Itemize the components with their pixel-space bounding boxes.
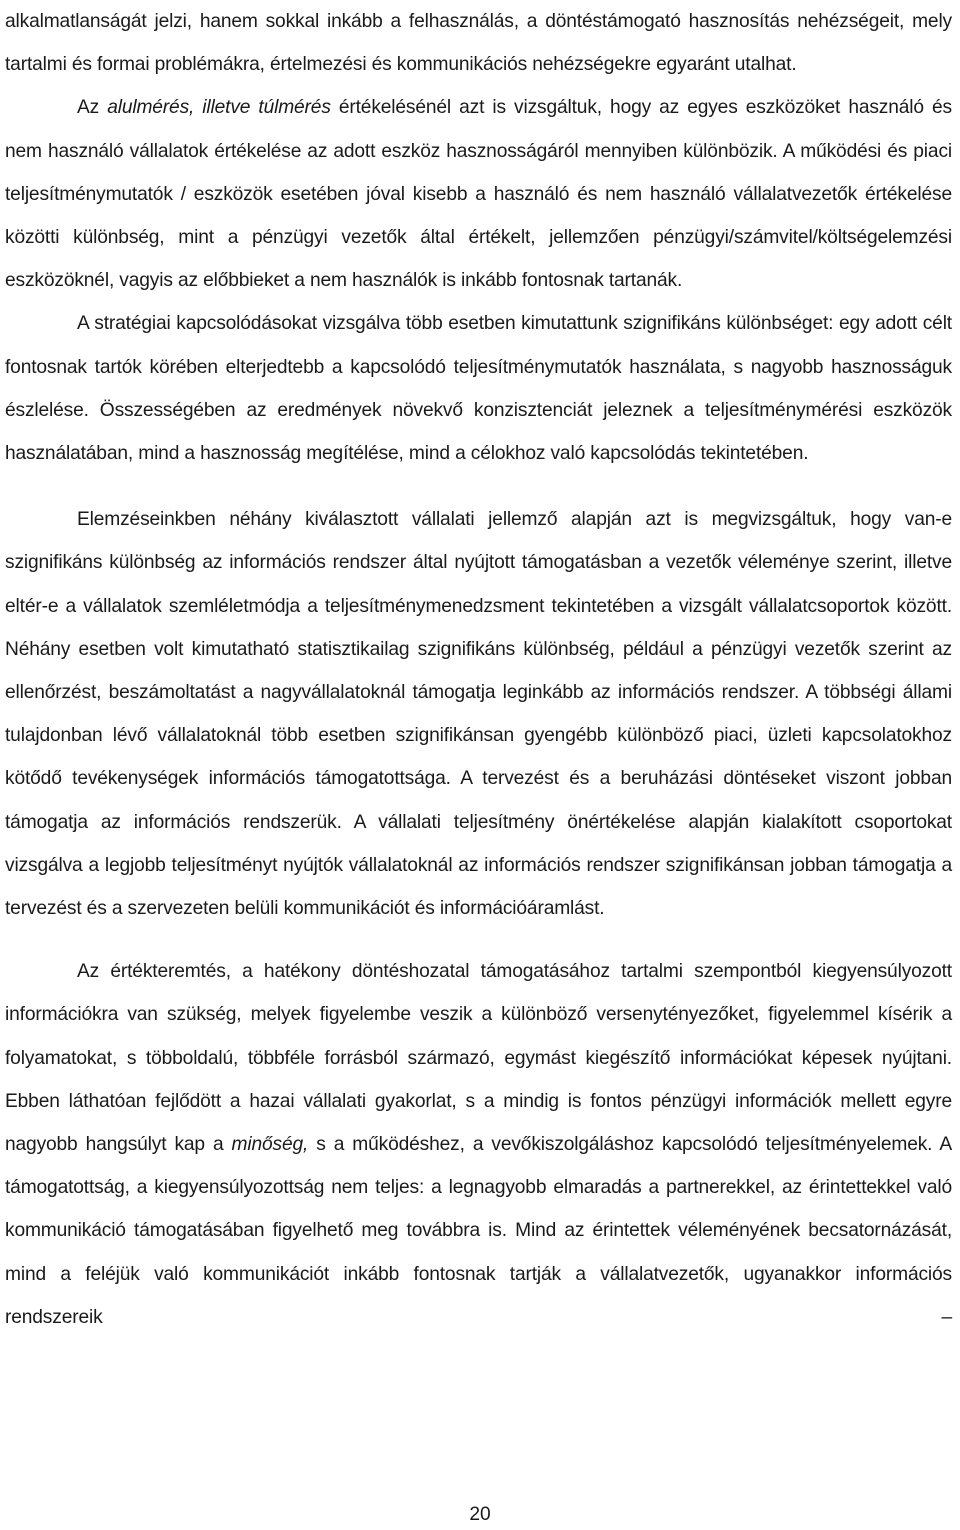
italic-text-run: minőség, xyxy=(231,1134,309,1156)
paragraph-5 xyxy=(5,950,952,1339)
paragraph-1 xyxy=(5,0,952,86)
paragraph-3 xyxy=(5,302,952,475)
paragraph-2 xyxy=(5,86,952,302)
text-run: s a működéshez, a vevőkiszolgáláshoz kapcsolódó teljesítményelemek. A támogatottság, a kiegyensúlyozottság nem teljes: a legnagyobb elmaradás a partnerekkel, az érintettekkel való kommunikáció támogatásában figyelhető meg továbbra is. Mind az érintettek véleményének becsatornázását, mind a feléjük való kommunikációt inkább fontosnak tartják a vállalatvezetők, ugyanakkor információs rendszereik – xyxy=(5,1134,952,1328)
paragraph-4 xyxy=(5,498,952,930)
text-run: Elemzéseinkben néhány kiválasztott vállalati jellemző alapján azt is megvizsgáltuk, hogy van-e szignifikáns különbség az információs rendszer által nyújtott támogatásban a vezetők véleménye szerint, illetve eltér-e a vállalatok szemléletmódja a teljesítménymenedzsment tekintetében a vizsgált vállalatcsoportok között. Néhány esetben volt kimutatható statisztikailag szignifikáns különbség, például a pénzügyi vezetők szerint az ellenőrzést, beszámoltatást a nagyvállalatoknál támogatja leginkább az információs rendszer. A többségi állami tulajdonban lévő vállalatoknál több esetben szignifikánsan gyengébb különböző piaci, üzleti kapcsolatokhoz kötődő tevékenységek információs támogatottsága. A tervezést és a beruházási döntéseket viszont jobban támogatja az információs rendszerük. A vállalati teljesítmény önértékelése alapján kialakított csoportokat vizsgálva a legjobb teljesítményt nyújtók vállalatoknál az információs rendszer szignifikánsan jobban támogatja a tervezést és a szervezeten belüli kommunikációt és információáramlást. xyxy=(5,509,952,920)
text-run: Az értékteremtés, a hatékony döntéshozatal támogatásához tartalmi szempontból kiegyensúlyozott információkra van szükség, melyek figyelembe veszik a különböző versenytényezőket, figyelemmel kísérik a folyamatokat, s többoldalú, többféle forrásból származó, egymást kiegészítő információkat képesek nyújtani. Ebben láthatóan fejlődött a hazai vállalati gyakorlat, s a mindig is fontos pénzügyi információk mellett egyre nagyobb hangsúlyt kap a xyxy=(5,961,952,1156)
italic-text-run: alulmérés, illetve túlmérés xyxy=(107,97,331,119)
text-run: értékelésénél azt is vizsgáltuk, hogy az egyes eszközöket használó és nem használó vállalatok értékelése az adott eszköz hasznosságáról mennyiben különbözik. A működési és piaci teljesítménymutatók / eszközök esetében jóval kisebb a használó és nem használó vállalatvezetők értékelése közötti különbség, mint a pénzügyi vezetők által értékelt, jellemzően pénzügyi/számvitel/költségelemzési eszközöknél, vagyis az előbbieket a nem használók is inkább fontosnak tartanák. xyxy=(5,97,952,292)
text-run: Az xyxy=(77,97,108,119)
text-run: A stratégiai kapcsolódásokat vizsgálva több esetben kimutattunk szignifikáns különbséget: egy adott célt fontosnak tartók körében elterjedtebb a kapcsolódó teljesítménymutatók használata, s nagyobb hasznosságuk észlelése. Összességében az eredmények növekvő konzisztenciát jeleznek a teljesítménymérési eszközök használatában, mind a hasznosság megítélése, mind a célokhoz való kapcsolódás tekintetében. xyxy=(5,313,952,465)
body-text xyxy=(5,0,952,1339)
text-run: alkalmatlanságát jelzi, hanem sokkal inkább a felhasználás, a döntéstámogató hasznosítás nehézségeit, mely tartalmi és formai problémákra, értelmezési és kommunikációs nehézségekre egyaránt utalhat. xyxy=(5,11,952,76)
page-number: 20 xyxy=(469,1504,491,1525)
